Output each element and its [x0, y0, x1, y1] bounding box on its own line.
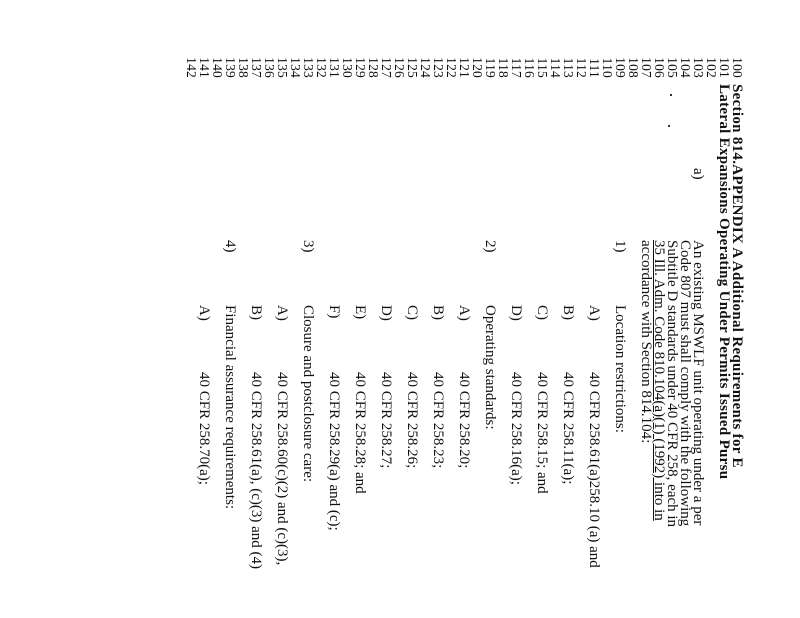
- section-a-text-2: Code 807 must shall comply with the following: [677, 240, 693, 527]
- item-4-sub-text: 40 CFR 258.70(a);: [196, 372, 212, 485]
- line-number: 113: [561, 57, 576, 78]
- section-a-label: a): [690, 168, 706, 180]
- line-number: 102: [704, 57, 719, 78]
- line-number: 128: [366, 57, 381, 78]
- line-number: 127: [379, 57, 394, 78]
- line-number: 112: [574, 57, 589, 78]
- line-number: 118: [496, 57, 511, 78]
- line-number: 119: [483, 57, 498, 78]
- line-number: 106: [652, 57, 667, 78]
- item-4-label: 4): [222, 240, 238, 253]
- line-number: 135: [275, 57, 290, 78]
- item-2-sub-text: 40 CFR 258.28; and: [352, 372, 368, 494]
- section-a-text-1: An existing MSWLF unit operating under a per: [690, 240, 706, 526]
- line-number: 100: [730, 57, 745, 78]
- section-heading-line1: Section 814.APPENDIX A Additional Requirements for E: [729, 84, 745, 468]
- item-3-title: Closure and postclosure care:: [300, 305, 316, 483]
- item-3-sub-label: B): [248, 305, 264, 320]
- line-number: 139: [223, 57, 238, 78]
- item-2-sub-text: 40 CFR 258.26;: [404, 372, 420, 469]
- line-number: 115: [535, 57, 550, 78]
- item-2-sub-text: 40 CFR 258.29(a) and (c);: [326, 372, 342, 531]
- item-1-sub-label: D): [508, 305, 524, 321]
- line-number: 114: [548, 57, 563, 78]
- item-3-sub-text: 40 CFR 258.61(a), (c)(3) and (4): [248, 372, 264, 570]
- line-number: 138: [236, 57, 251, 78]
- line-number: 140: [210, 57, 225, 78]
- item-4-title: Financial assurance requirements:: [222, 305, 238, 510]
- line-number: 126: [392, 57, 407, 78]
- item-2-sub-text: 40 CFR 258.27;: [378, 372, 394, 469]
- line-number: 117: [509, 57, 524, 78]
- line-number: 124: [418, 57, 433, 78]
- line-number: 110: [600, 57, 615, 78]
- scan-speck: [670, 94, 672, 96]
- item-1-title: Location restrictions:: [612, 305, 628, 433]
- line-number: 109: [613, 57, 628, 78]
- line-number: 105: [665, 57, 680, 78]
- section-a-text-3: Subtitle D standards under 40 CFR 258, each in: [664, 240, 680, 528]
- line-number: 133: [301, 57, 316, 78]
- line-number: 103: [691, 57, 706, 78]
- line-number: 137: [249, 57, 264, 78]
- item-2-sub-label: E): [352, 305, 368, 320]
- item-1-sub-text: 40 CFR 258.16(a);: [508, 372, 524, 485]
- line-number: 134: [288, 57, 303, 78]
- item-2-sub-label: C): [404, 305, 420, 320]
- item-3-sub-label: A): [274, 305, 290, 321]
- line-number: 111: [587, 58, 602, 78]
- line-number: 123: [431, 57, 446, 78]
- section-a-text-4: 35 Ill. Adm. Code 810.104(a)(1) (1992) into in: [651, 240, 667, 521]
- section-heading-line2: Lateral Expansions Operating Under Permits Issued Pursu: [716, 84, 732, 480]
- item-2-sub-label: F): [326, 305, 342, 319]
- item-4-sub-label: A): [196, 305, 212, 321]
- line-number: 141: [197, 57, 212, 78]
- line-number: 129: [353, 57, 368, 78]
- line-number: 122: [444, 57, 459, 78]
- item-1-sub-text: 40 CFR 258.61(a)258.10 (a) and: [586, 372, 602, 568]
- item-2-sub-label: A): [456, 305, 472, 321]
- item-3-label: 3): [300, 240, 316, 253]
- item-1-sub-label: C): [534, 305, 550, 320]
- item-2-sub-label: B): [430, 305, 446, 320]
- item-1-sub-label: A): [586, 305, 602, 321]
- item-2-sub-label: D): [378, 305, 394, 321]
- line-number: 142: [184, 57, 199, 78]
- item-2-sub-text: 40 CFR 258.20;: [456, 372, 472, 469]
- line-number: 116: [522, 57, 537, 78]
- line-number: 131: [327, 57, 342, 78]
- line-number: 121: [457, 57, 472, 78]
- item-2-sub-text: 40 CFR 258.23;: [430, 372, 446, 469]
- line-number: 125: [405, 57, 420, 78]
- item-2-label: 2): [482, 240, 498, 253]
- line-number: 130: [340, 57, 355, 78]
- line-number: 136: [262, 57, 277, 78]
- item-1-sub-label: B): [560, 305, 576, 320]
- item-1-sub-text: 40 CFR 258.11(a);: [560, 372, 576, 485]
- item-3-sub-text: 40 CFR 258.60(c)(2) and (c)(3),: [274, 372, 290, 566]
- scan-speck: [668, 125, 670, 127]
- line-number: 107: [639, 57, 654, 78]
- item-1-label: 1): [612, 240, 628, 253]
- line-number: 120: [470, 57, 485, 78]
- item-1-sub-text: 40 CFR 258.15; and: [534, 372, 550, 494]
- line-number: 132: [314, 57, 329, 78]
- section-a-text-5: accordance with Section 814.104:: [638, 240, 654, 444]
- line-number: 104: [678, 57, 693, 78]
- item-2-title: Operating standards:: [482, 305, 498, 430]
- line-number: 101: [717, 57, 732, 78]
- line-number: 108: [626, 57, 641, 78]
